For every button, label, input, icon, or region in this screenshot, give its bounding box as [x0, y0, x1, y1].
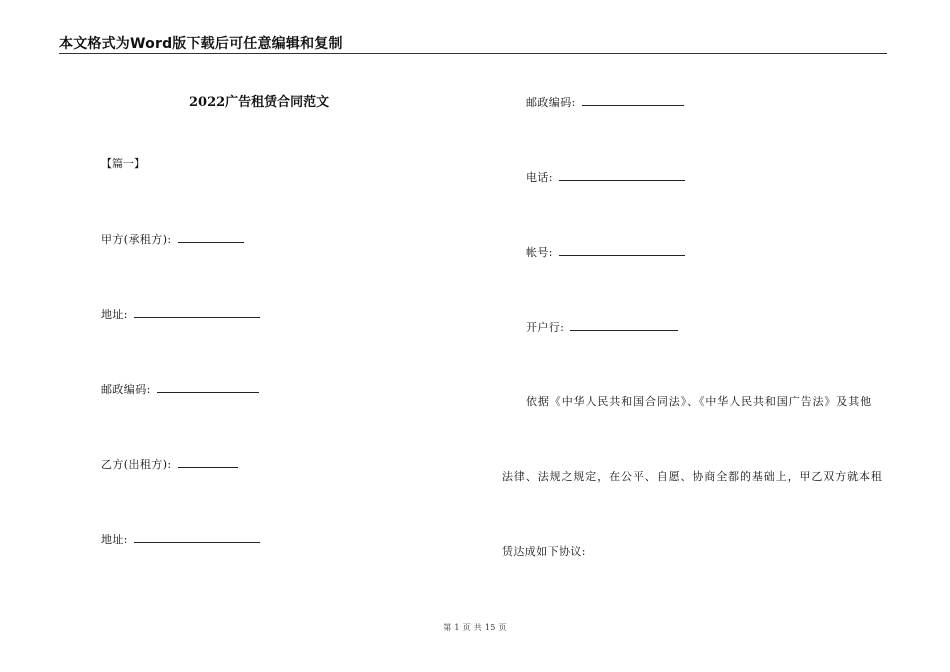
field-account: [526, 244, 685, 260]
paragraph-line-3: 赁达成如下协议:: [502, 545, 586, 558]
blank-line: [178, 456, 238, 468]
header-text: 本文格式为Word版下载后可任意编辑和复制: [59, 36, 343, 52]
field-label: 甲方(承租方):: [101, 233, 172, 246]
blank-line: [157, 381, 259, 393]
section-label: 【篇一】: [101, 157, 145, 170]
page-header: [59, 33, 887, 54]
blank-line: [570, 319, 678, 331]
field-label: 地址:: [101, 308, 128, 321]
paragraph-line-2: 法律、法规之规定，在公平、自愿、协商全都的基础上，甲乙双方就本租: [502, 470, 883, 483]
field-postcode-b: [526, 94, 684, 110]
field-party-b: [101, 456, 238, 472]
field-label: 邮政编码:: [101, 383, 151, 396]
field-address-a: [101, 306, 260, 322]
document-title: 2022广告租赁合同范文: [189, 95, 330, 110]
field-bank: [526, 319, 678, 335]
page-footer: 第 1 页 共 15 页: [443, 623, 507, 632]
blank-line: [178, 231, 244, 243]
field-label: 帐号:: [526, 246, 553, 259]
field-label: 地址:: [101, 533, 128, 546]
field-label: 乙方(出租方):: [101, 458, 172, 471]
field-party-a: [101, 231, 244, 247]
blank-line: [134, 531, 260, 543]
field-label: 电话:: [526, 171, 553, 184]
blank-line: [134, 306, 260, 318]
field-label: 开户行:: [526, 321, 565, 334]
field-label: 邮政编码:: [526, 96, 576, 109]
blank-line: [559, 169, 685, 181]
field-phone: [526, 169, 685, 185]
blank-line: [582, 94, 684, 106]
blank-line: [559, 244, 685, 256]
paragraph-line-1: 依据《中华人民共和国合同法》、《中华人民共和国广告法》及其他: [526, 395, 872, 408]
field-postcode-a: [101, 381, 259, 397]
field-address-b: [101, 531, 260, 547]
